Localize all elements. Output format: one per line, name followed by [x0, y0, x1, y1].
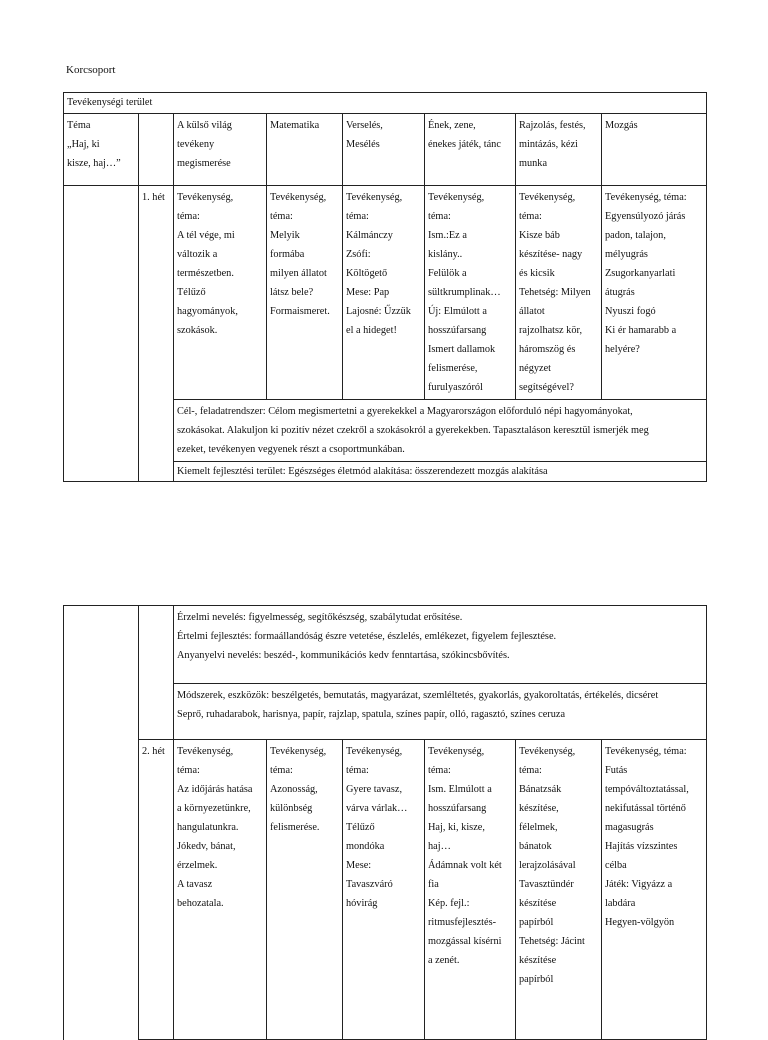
text-line: Költögető: [346, 268, 388, 279]
week1-math: [267, 186, 343, 400]
text-line: Tavasztündér: [519, 879, 574, 890]
text-line: Ism.:Ez a: [428, 230, 467, 241]
text-line: Tevékenység,: [519, 746, 576, 757]
text-line: helyére?: [605, 344, 640, 355]
text-line: Tevékenység,: [270, 746, 327, 757]
text-line: készítése,: [519, 803, 559, 814]
week1-poetry: [343, 186, 425, 400]
text-line: és kicsik: [519, 268, 555, 279]
text-line: Zsófi:: [346, 249, 371, 260]
empty-cell: [64, 186, 139, 482]
text-line: Kép. fejl.:: [428, 898, 470, 909]
text-line: hosszúfarsang: [428, 325, 487, 336]
text-line: bánatok: [519, 841, 552, 852]
text-line: mozgással kísérni: [428, 936, 502, 947]
text-line: labdára: [605, 898, 636, 909]
text-line: Kálmánczy: [346, 230, 393, 241]
text-line: Ki ér hamarabb a: [605, 325, 677, 336]
text-line: Új: Elmúlott a: [428, 306, 487, 317]
week2-movement: [602, 740, 707, 1040]
text-line: mondóka: [346, 841, 385, 852]
text-line: téma:: [177, 211, 200, 222]
text-line: felismerése,: [428, 363, 478, 374]
text-line: behozatala.: [177, 898, 224, 909]
week2-outer-world: [174, 740, 267, 1040]
text-line: Mese: Pap: [346, 287, 390, 298]
header-outer-world: [174, 114, 267, 186]
text-line: Tevékenység,: [519, 192, 576, 203]
week1-music: [425, 186, 516, 400]
text-line: fia: [428, 879, 439, 890]
week2-row: [64, 740, 707, 1040]
text-line: téma:: [428, 211, 451, 222]
week1-outer-world: [174, 186, 267, 400]
text-line: négyzet: [519, 363, 552, 374]
text-line: felismerése.: [270, 822, 320, 833]
header-music: [425, 114, 516, 186]
text-line: készítése: [519, 955, 557, 966]
empty-cell: [139, 114, 174, 186]
text-line: Azonosság,: [270, 784, 318, 795]
text-line: Téma: [67, 120, 91, 131]
text-line: Télűző: [346, 822, 375, 833]
text-line: Mese:: [346, 860, 372, 871]
text-line: munka: [519, 158, 548, 169]
text-line: milyen állatot: [270, 268, 327, 279]
text-line: haj…: [428, 841, 451, 852]
empty-cell: [64, 606, 139, 1040]
text-line: Értelmi fejlesztés: formaállandóság észre vetetése, észlelés, emlékezet, figyelem fejlesztése.: [177, 631, 557, 642]
text-line: segítségével?: [519, 382, 574, 393]
text-line: Tevékenység,: [346, 746, 403, 757]
week2-math: [267, 740, 343, 1040]
text-line: átugrás: [605, 287, 635, 298]
text-line: látsz bele?: [270, 287, 314, 298]
text-line: téma:: [270, 211, 293, 222]
text-line: formába: [270, 249, 305, 260]
text-line: Seprő, ruhadarabok, harisnya, papír, rajzlap, spatula, színes papír, olló, ragasztó, színes ceruza: [177, 709, 566, 720]
methods-cell: [174, 684, 707, 740]
text-line: Hegyen-völgyön: [605, 917, 675, 928]
text-line: Tevékenység,: [270, 192, 327, 203]
text-line: a környezetünkre,: [177, 803, 251, 814]
text-line: Cél-, feladatrendszer: Célom megismertetni a gyerekekkel a Magyarországon előforduló népi hagyományokat,: [177, 406, 633, 417]
header-poetry: [343, 114, 425, 186]
text-line: Kisze báb: [519, 230, 560, 241]
text-line: Ism. Elmúlott a: [428, 784, 492, 795]
text-line: Haj, ki, kisze,: [428, 822, 485, 833]
text-line: téma:: [519, 765, 542, 776]
text-line: hagyományok,: [177, 306, 238, 317]
development-cell: [174, 606, 707, 684]
text-line: Mesélés: [346, 139, 380, 150]
text-line: Melyik: [270, 230, 300, 241]
text-line: Ismert dallamok: [428, 344, 496, 355]
text-line: A tavasz: [177, 879, 213, 890]
text-line: „Haj, ki: [67, 139, 100, 150]
text-line: el a hideget!: [346, 325, 397, 336]
text-line: nekifutással történő: [605, 803, 686, 814]
text-line: téma:: [346, 765, 369, 776]
text-line: A külső világ: [177, 120, 232, 131]
text-line: Tevékenység, téma:: [605, 746, 687, 757]
text-line: papírból: [519, 974, 554, 985]
text-line: Hajítás vízszintes: [605, 841, 678, 852]
text-line: tempóváltoztatással,: [605, 784, 689, 795]
text-line: Tevékenység,: [428, 746, 485, 757]
text-line: téma:: [519, 211, 542, 222]
text-line: mélyugrás: [605, 249, 648, 260]
week1-row: [64, 186, 707, 400]
text-line: Lajosné: Űzzük: [346, 306, 411, 317]
week2-music: [425, 740, 516, 1040]
text-line: ritmusfejlesztés-: [428, 917, 497, 928]
text-line: Matematika: [270, 120, 320, 131]
text-line: háromszög és: [519, 344, 576, 355]
text-line: rajzolhatsz kör,: [519, 325, 583, 336]
week2-art: [516, 740, 602, 1040]
text-line: félelmek,: [519, 822, 558, 833]
text-line: énekes játék, tánc: [428, 139, 501, 150]
text-line: furulyaszóról: [428, 382, 483, 393]
text-line: Módszerek, eszközök: beszélgetés, bemutatás, magyarázat, szemléltetés, gyakorlás, gyakoroltatás, értékelés, dicséret: [177, 690, 659, 701]
text-line: Egyensúlyozó járás: [605, 211, 686, 222]
text-line: Tavaszváró: [346, 879, 393, 890]
text-line: különbség: [270, 803, 313, 814]
plan-table-week1: [63, 92, 707, 482]
text-line: tevékeny: [177, 139, 215, 150]
text-line: Futás: [605, 765, 628, 776]
text-line: érzelmek.: [177, 860, 218, 871]
text-line: hangulatunkra.: [177, 822, 239, 833]
text-line: Anyanyelvi nevelés: beszéd-, kommunikációs kedv fenntartása, szókincsbővítés.: [177, 650, 510, 661]
text-line: változik a: [177, 249, 218, 260]
text-line: téma:: [346, 211, 369, 222]
text-line: padon, talajon,: [605, 230, 666, 241]
text-line: megismerése: [177, 158, 231, 169]
text-line: lerajzolásával: [519, 860, 576, 871]
text-line: A tél vége, mi: [177, 230, 235, 241]
text-line: Tevékenység, téma:: [605, 192, 687, 203]
text-line: Rajzolás, festés,: [519, 120, 586, 131]
text-line: téma:: [177, 765, 200, 776]
text-line: állatot: [519, 306, 545, 317]
header-movement: [602, 114, 707, 186]
text-line: Jókedv, bánat,: [177, 841, 236, 852]
text-line: a zenét.: [428, 955, 460, 966]
text-line: Tevékenység,: [177, 192, 234, 203]
text-line: ezeket, tevékenyen vegyenek részt a csoportmunkában.: [177, 444, 405, 455]
text-line: Nyuszi fogó: [605, 306, 656, 317]
area-row: [64, 93, 707, 114]
text-line: Az időjárás hatása: [177, 784, 253, 795]
text-line: téma:: [428, 765, 451, 776]
text-line: várva várlak…: [346, 803, 408, 814]
page-heading: Korcsoport: [66, 64, 116, 76]
text-line: Mozgás: [605, 120, 638, 131]
text-line: Télűző: [177, 287, 206, 298]
text-line: Tehetség: Milyen: [519, 287, 591, 298]
text-line: kisze, haj…”: [67, 158, 121, 169]
text-line: szokásokat. Alakuljon ki pozitív nézet czekről a szokásokról a gyerekekben. Tapasztaláson keresztül ismerjék meg: [177, 425, 649, 436]
text-line: Érzelmi nevelés: figyelmesség, segítőkészség, szabálytudat erősítése.: [177, 612, 463, 623]
text-line: Tevékenység,: [346, 192, 403, 203]
week2-label: 2. hét: [139, 740, 174, 1040]
week1-label: 1. hét: [139, 186, 174, 482]
text-line: sültkrumplinak…: [428, 287, 501, 298]
text-line: Játék: Vigyázz a: [605, 879, 673, 890]
text-line: Zsugorkanyarlati: [605, 268, 676, 279]
empty-cell: [139, 606, 174, 740]
text-line: Felülök a: [428, 268, 467, 279]
text-line: Tevékenység,: [428, 192, 485, 203]
text-line: készítése: [519, 898, 557, 909]
week2-poetry: [343, 740, 425, 1040]
text-line: szokások.: [177, 325, 218, 336]
plan-table-week2: [63, 605, 707, 1040]
theme-cell: [64, 114, 139, 186]
text-line: mintázás, kézi: [519, 139, 578, 150]
text-line: Ádámnak volt két: [428, 860, 502, 871]
week1-movement: [602, 186, 707, 400]
text-line: Ének, zene,: [428, 120, 476, 131]
text-line: természetben.: [177, 268, 234, 279]
header-art: [516, 114, 602, 186]
header-row: [64, 114, 707, 186]
area-label: Tevékenységi terület: [64, 93, 707, 114]
development-row: [64, 606, 707, 684]
week1-art: [516, 186, 602, 400]
text-line: készítése- nagy: [519, 249, 583, 260]
text-line: Tevékenység,: [177, 746, 234, 757]
header-math: [267, 114, 343, 186]
text-line: Tehetség: Jácint: [519, 936, 585, 947]
text-line: téma:: [270, 765, 293, 776]
text-line: papírból: [519, 917, 554, 928]
focus-cell: Kiemelt fejlesztési terület: Egészséges életmód alakítása: összerendezett mozgás alakítása: [174, 462, 707, 482]
text-line: célba: [605, 860, 627, 871]
text-line: Bánatzsák: [519, 784, 562, 795]
text-line: Formaismeret.: [270, 306, 330, 317]
text-line: hosszúfarsang: [428, 803, 487, 814]
text-line: hóvirág: [346, 898, 378, 909]
text-line: Gyere tavasz,: [346, 784, 403, 795]
goals-cell: [174, 400, 707, 462]
text-line: kislány..: [428, 249, 463, 260]
text-line: Verselés,: [346, 120, 383, 131]
text-line: magasugrás: [605, 822, 654, 833]
